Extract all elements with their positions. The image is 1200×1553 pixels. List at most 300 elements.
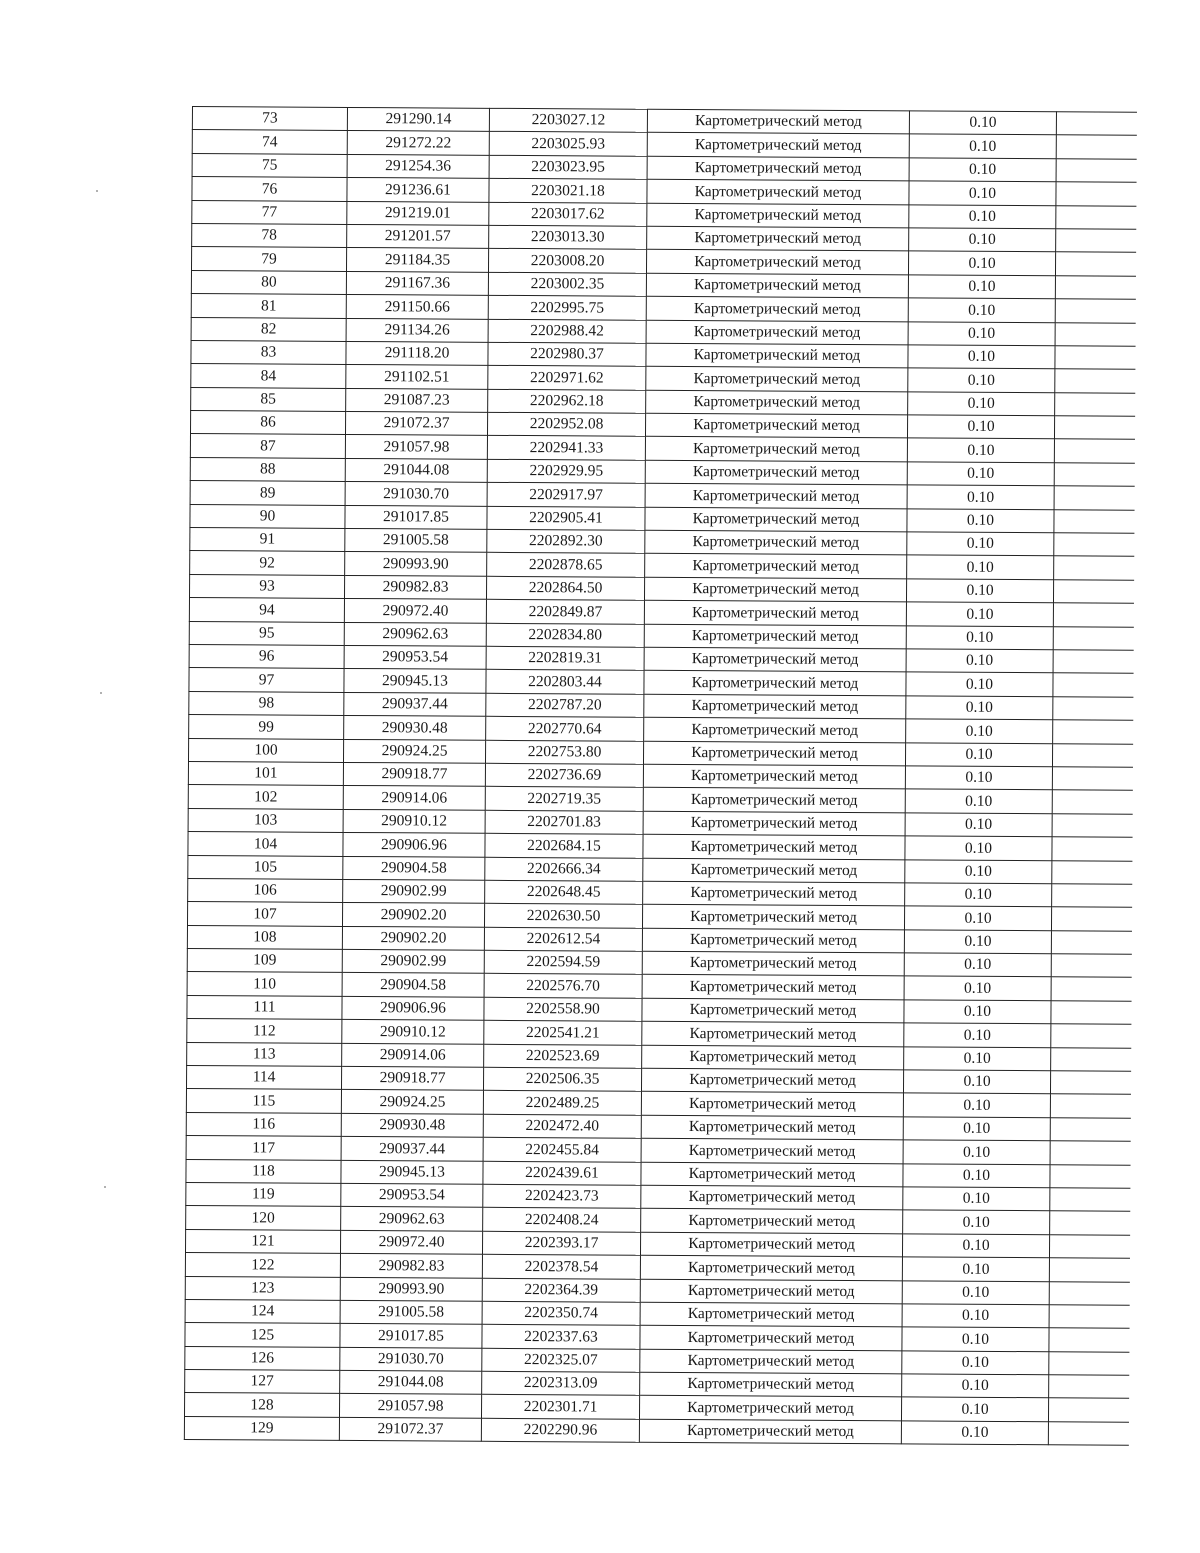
method-cell: Картометрический метод: [645, 437, 907, 462]
empty-cell: [1053, 603, 1133, 627]
y-coordinate-cell: 2202408.24: [483, 1208, 641, 1232]
empty-cell: [1052, 837, 1132, 861]
y-coordinate-cell: 2202337.63: [482, 1325, 640, 1349]
method-cell: Картометрический метод: [644, 694, 906, 719]
x-coordinate-cell: 290953.54: [344, 645, 486, 669]
y-coordinate-cell: 2202666.34: [485, 857, 643, 881]
point-number-cell: 116: [186, 1112, 341, 1136]
point-number-cell: 73: [192, 107, 347, 131]
precision-cell: 0.10: [909, 134, 1056, 158]
x-coordinate-cell: 290982.83: [340, 1254, 482, 1278]
method-cell: Картометрический метод: [640, 1279, 902, 1304]
point-number-cell: 101: [188, 761, 343, 785]
precision-cell: 0.10: [903, 1187, 1050, 1211]
point-number-cell: 76: [192, 177, 347, 201]
empty-cell: [1054, 509, 1134, 533]
empty-cell: [1049, 1258, 1129, 1282]
x-coordinate-cell: 291044.08: [340, 1371, 482, 1395]
scan-speck: [104, 1186, 106, 1188]
point-number-cell: 128: [184, 1393, 339, 1417]
point-number-cell: 119: [186, 1182, 341, 1206]
precision-cell: 0.10: [908, 251, 1055, 275]
method-cell: Картометрический метод: [645, 484, 907, 509]
x-coordinate-cell: 290904.58: [343, 856, 485, 880]
y-coordinate-cell: 2202325.07: [482, 1348, 640, 1372]
empty-cell: [1055, 392, 1135, 416]
empty-cell: [1049, 1305, 1129, 1329]
x-coordinate-cell: 290945.13: [341, 1160, 483, 1184]
y-coordinate-cell: 2202290.96: [481, 1418, 639, 1442]
y-coordinate-cell: 2202506.35: [483, 1067, 641, 1091]
precision-cell: 0.10: [908, 275, 1055, 299]
precision-cell: 0.10: [901, 1421, 1048, 1445]
precision-cell: 0.10: [907, 485, 1054, 509]
x-coordinate-cell: 290962.63: [341, 1207, 483, 1231]
method-cell: Картометрический метод: [643, 741, 905, 766]
x-coordinate-cell: 291167.36: [346, 271, 488, 295]
method-cell: Картометрический метод: [645, 554, 907, 579]
precision-cell: 0.10: [902, 1257, 1049, 1281]
method-cell: Картометрический метод: [644, 647, 906, 672]
precision-cell: 0.10: [902, 1374, 1049, 1398]
method-cell: Картометрический метод: [641, 1115, 903, 1140]
x-coordinate-cell: 291150.66: [346, 295, 488, 319]
precision-cell: 0.10: [901, 1397, 1048, 1421]
precision-cell: 0.10: [903, 1210, 1050, 1234]
precision-cell: 0.10: [906, 625, 1053, 649]
empty-cell: [1052, 813, 1132, 837]
precision-cell: 0.10: [906, 649, 1053, 673]
empty-cell: [1050, 1118, 1130, 1142]
y-coordinate-cell: 2202787.20: [486, 693, 644, 717]
method-cell: Картометрический метод: [641, 1138, 903, 1163]
empty-cell: [1053, 650, 1133, 674]
x-coordinate-cell: 291072.37: [345, 412, 487, 436]
y-coordinate-cell: 2202864.50: [486, 576, 644, 600]
point-number-cell: 103: [188, 808, 343, 832]
empty-cell: [1049, 1351, 1129, 1375]
empty-cell: [1053, 673, 1133, 697]
precision-cell: 0.10: [907, 462, 1054, 486]
x-coordinate-cell: 290910.12: [343, 809, 485, 833]
x-coordinate-cell: 290993.90: [345, 552, 487, 576]
method-cell: Картометрический метод: [643, 881, 905, 906]
empty-cell: [1049, 1375, 1129, 1399]
method-cell: Картометрический метод: [647, 179, 909, 204]
y-coordinate-cell: 2202364.39: [482, 1278, 640, 1302]
empty-cell: [1056, 229, 1136, 253]
y-coordinate-cell: 2202684.15: [485, 833, 643, 857]
point-number-cell: 129: [184, 1416, 339, 1440]
point-number-cell: 122: [185, 1253, 340, 1277]
y-coordinate-cell: 2202301.71: [481, 1395, 639, 1419]
x-coordinate-cell: 291102.51: [346, 365, 488, 389]
precision-cell: 0.10: [905, 766, 1052, 790]
x-coordinate-cell: 291134.26: [346, 318, 488, 342]
x-coordinate-cell: 290902.20: [342, 903, 484, 927]
precision-cell: 0.10: [906, 579, 1053, 603]
method-cell: Картометрический метод: [642, 998, 904, 1023]
point-number-cell: 81: [191, 294, 346, 318]
x-coordinate-cell: 291184.35: [346, 248, 488, 272]
x-coordinate-cell: 291087.23: [346, 388, 488, 412]
method-cell: Картометрический метод: [639, 1419, 901, 1444]
y-coordinate-cell: 2203002.35: [488, 272, 646, 296]
point-number-cell: 98: [189, 691, 344, 715]
empty-cell: [1052, 743, 1132, 767]
y-coordinate-cell: 2202630.50: [484, 904, 642, 928]
point-number-cell: 80: [191, 270, 346, 294]
method-cell: Картометрический метод: [643, 788, 905, 813]
point-number-cell: 106: [188, 878, 343, 902]
method-cell: Картометрический метод: [642, 1021, 904, 1046]
empty-cell: [1055, 252, 1135, 276]
empty-cell: [1048, 1422, 1128, 1446]
empty-cell: [1051, 1024, 1131, 1048]
point-number-cell: 90: [190, 504, 345, 528]
y-coordinate-cell: 2203013.30: [489, 225, 647, 249]
x-coordinate-cell: 291254.36: [347, 154, 489, 178]
y-coordinate-cell: 2202753.80: [485, 740, 643, 764]
empty-cell: [1054, 533, 1134, 557]
x-coordinate-cell: 290906.96: [343, 833, 485, 857]
point-number-cell: 102: [188, 785, 343, 809]
precision-cell: 0.10: [907, 509, 1054, 533]
empty-cell: [1054, 416, 1134, 440]
empty-cell: [1053, 580, 1133, 604]
method-cell: Картометрический метод: [642, 951, 904, 976]
point-number-cell: 79: [191, 247, 346, 271]
method-cell: Картометрический метод: [643, 834, 905, 859]
method-cell: Картометрический метод: [646, 367, 908, 392]
empty-cell: [1053, 720, 1133, 744]
empty-cell: [1051, 1047, 1131, 1071]
empty-cell: [1055, 299, 1135, 323]
x-coordinate-cell: 290902.99: [342, 949, 484, 973]
y-coordinate-cell: 2202648.45: [485, 880, 643, 904]
precision-cell: 0.10: [905, 742, 1052, 766]
x-coordinate-cell: 290902.99: [343, 879, 485, 903]
empty-cell: [1048, 1398, 1128, 1422]
method-cell: Картометрический метод: [645, 413, 907, 438]
precision-cell: 0.10: [906, 602, 1053, 626]
precision-cell: 0.10: [909, 181, 1056, 205]
precision-cell: 0.10: [904, 930, 1051, 954]
method-cell: Картометрический метод: [644, 600, 906, 625]
empty-cell: [1054, 463, 1134, 487]
method-cell: Картометрический метод: [642, 1045, 904, 1070]
precision-cell: 0.10: [906, 696, 1053, 720]
method-cell: Картометрический метод: [646, 296, 908, 321]
point-number-cell: 109: [187, 949, 342, 973]
precision-cell: 0.10: [908, 392, 1055, 416]
empty-cell: [1050, 1071, 1130, 1095]
empty-cell: [1052, 884, 1132, 908]
point-number-cell: 108: [187, 925, 342, 949]
x-coordinate-cell: 291072.37: [339, 1417, 481, 1441]
method-cell: Картометрический метод: [641, 1068, 903, 1093]
x-coordinate-cell: 290924.25: [341, 1090, 483, 1114]
point-number-cell: 74: [192, 130, 347, 154]
x-coordinate-cell: 291030.70: [340, 1347, 482, 1371]
point-number-cell: 95: [189, 621, 344, 645]
x-coordinate-cell: 290924.25: [343, 739, 485, 763]
empty-cell: [1053, 626, 1133, 650]
precision-cell: 0.10: [903, 1140, 1050, 1164]
method-cell: Картометрический метод: [647, 226, 909, 251]
x-coordinate-cell: 291044.08: [345, 458, 487, 482]
precision-cell: 0.10: [905, 883, 1052, 907]
precision-cell: 0.10: [903, 1070, 1050, 1094]
precision-cell: 0.10: [905, 789, 1052, 813]
y-coordinate-cell: 2202719.35: [485, 787, 643, 811]
x-coordinate-cell: 290904.58: [342, 973, 484, 997]
y-coordinate-cell: 2202878.65: [487, 553, 645, 577]
point-number-cell: 126: [185, 1346, 340, 1370]
x-coordinate-cell: 290918.77: [343, 762, 485, 786]
method-cell: Картометрический метод: [647, 203, 909, 228]
point-number-cell: 105: [188, 855, 343, 879]
method-cell: Картометрический метод: [639, 1396, 901, 1421]
point-number-cell: 111: [187, 995, 342, 1019]
point-number-cell: 120: [186, 1206, 341, 1230]
point-number-cell: 86: [190, 411, 345, 435]
method-cell: Картометрический метод: [640, 1302, 902, 1327]
point-number-cell: 97: [189, 668, 344, 692]
x-coordinate-cell: 290953.54: [341, 1183, 483, 1207]
point-number-cell: 104: [188, 832, 343, 856]
precision-cell: 0.10: [904, 976, 1051, 1000]
empty-cell: [1054, 556, 1134, 580]
y-coordinate-cell: 2202905.41: [487, 506, 645, 530]
method-cell: Картометрический метод: [641, 1185, 903, 1210]
precision-cell: 0.10: [907, 438, 1054, 462]
y-coordinate-cell: 2202834.80: [486, 623, 644, 647]
empty-cell: [1050, 1094, 1130, 1118]
x-coordinate-cell: 291272.22: [347, 131, 489, 155]
x-coordinate-cell: 290930.48: [341, 1113, 483, 1137]
method-cell: Картометрический метод: [640, 1326, 902, 1351]
empty-cell: [1051, 954, 1131, 978]
y-coordinate-cell: 2203023.95: [489, 155, 647, 179]
precision-cell: 0.10: [905, 813, 1052, 837]
method-cell: Картометрический метод: [641, 1092, 903, 1117]
point-number-cell: 99: [189, 715, 344, 739]
method-cell: Картометрический метод: [641, 1209, 903, 1234]
precision-cell: 0.10: [902, 1304, 1049, 1328]
x-coordinate-cell: 291118.20: [346, 341, 488, 365]
precision-cell: 0.10: [907, 415, 1054, 439]
precision-cell: 0.10: [906, 672, 1053, 696]
method-cell: Картометрический метод: [646, 250, 908, 275]
precision-cell: 0.10: [907, 555, 1054, 579]
point-number-cell: 96: [189, 644, 344, 668]
y-coordinate-cell: 2202439.61: [483, 1161, 641, 1185]
scan-speck: [100, 692, 102, 694]
method-cell: Картометрический метод: [643, 764, 905, 789]
empty-cell: [1054, 486, 1134, 510]
x-coordinate-cell: 290918.77: [341, 1066, 483, 1090]
point-number-cell: 88: [190, 457, 345, 481]
point-number-cell: 117: [186, 1136, 341, 1160]
precision-cell: 0.10: [902, 1327, 1049, 1351]
x-coordinate-cell: 290937.44: [344, 692, 486, 716]
x-coordinate-cell: 291057.98: [339, 1394, 481, 1418]
y-coordinate-cell: 2202849.87: [486, 600, 644, 624]
method-cell: Картометрический метод: [644, 624, 906, 649]
empty-cell: [1052, 767, 1132, 791]
method-cell: Картометрический метод: [642, 928, 904, 953]
x-coordinate-cell: 291236.61: [347, 178, 489, 202]
x-coordinate-cell: 290914.06: [342, 1043, 484, 1067]
y-coordinate-cell: 2202736.69: [485, 763, 643, 787]
y-coordinate-cell: 2202962.18: [488, 389, 646, 413]
precision-cell: 0.10: [907, 532, 1054, 556]
point-number-cell: 82: [191, 317, 346, 341]
point-number-cell: 107: [187, 902, 342, 926]
x-coordinate-cell: 291219.01: [347, 201, 489, 225]
empty-cell: [1055, 346, 1135, 370]
x-coordinate-cell: 290910.12: [342, 1020, 484, 1044]
y-coordinate-cell: 2202971.62: [488, 366, 646, 390]
precision-cell: 0.10: [904, 1046, 1051, 1070]
precision-cell: 0.10: [904, 1023, 1051, 1047]
empty-cell: [1052, 790, 1132, 814]
y-coordinate-cell: 2202819.31: [486, 646, 644, 670]
precision-cell: 0.10: [909, 111, 1056, 135]
method-cell: Картометрический метод: [647, 109, 909, 134]
point-number-cell: 78: [192, 223, 347, 247]
x-coordinate-cell: 291030.70: [345, 482, 487, 506]
precision-cell: 0.10: [905, 859, 1052, 883]
point-number-cell: 123: [185, 1276, 340, 1300]
method-cell: Картометрический метод: [640, 1349, 902, 1374]
method-cell: Картометрический метод: [640, 1372, 902, 1397]
method-cell: Картометрический метод: [641, 1162, 903, 1187]
y-coordinate-cell: 2202770.64: [486, 716, 644, 740]
precision-cell: 0.10: [904, 953, 1051, 977]
y-coordinate-cell: 2202980.37: [488, 342, 646, 366]
method-cell: Картометрический метод: [644, 671, 906, 696]
point-number-cell: 114: [186, 1066, 341, 1090]
precision-cell: 0.10: [902, 1280, 1049, 1304]
x-coordinate-cell: 290930.48: [344, 716, 486, 740]
y-coordinate-cell: 2202472.40: [483, 1114, 641, 1138]
empty-cell: [1056, 182, 1136, 206]
x-coordinate-cell: 290982.83: [344, 575, 486, 599]
point-number-cell: 118: [186, 1159, 341, 1183]
empty-cell: [1051, 930, 1131, 954]
empty-cell: [1051, 977, 1131, 1001]
y-coordinate-cell: 2202612.54: [484, 927, 642, 951]
point-number-cell: 92: [190, 551, 345, 575]
empty-cell: [1055, 369, 1135, 393]
precision-cell: 0.10: [903, 1093, 1050, 1117]
y-coordinate-cell: 2203017.62: [489, 202, 647, 226]
empty-cell: [1051, 907, 1131, 931]
method-cell: Картометрический метод: [646, 273, 908, 298]
x-coordinate-cell: 291005.58: [345, 528, 487, 552]
x-coordinate-cell: 291017.85: [345, 505, 487, 529]
precision-cell: 0.10: [903, 1163, 1050, 1187]
y-coordinate-cell: 2202455.84: [483, 1137, 641, 1161]
method-cell: Картометрический метод: [640, 1255, 902, 1280]
point-number-cell: 125: [185, 1323, 340, 1347]
empty-cell: [1049, 1281, 1129, 1305]
method-cell: Картометрический метод: [644, 577, 906, 602]
empty-cell: [1054, 439, 1134, 463]
point-number-cell: 124: [185, 1299, 340, 1323]
x-coordinate-cell: 291017.85: [340, 1324, 482, 1348]
precision-cell: 0.10: [908, 298, 1055, 322]
y-coordinate-cell: 2202701.83: [485, 810, 643, 834]
x-coordinate-cell: 290902.20: [342, 926, 484, 950]
scan-speck: [96, 190, 98, 192]
y-coordinate-cell: 2202523.69: [484, 1044, 642, 1068]
empty-cell: [1050, 1211, 1130, 1235]
method-cell: Картометрический метод: [646, 343, 908, 368]
empty-cell: [1056, 112, 1136, 136]
precision-cell: 0.10: [905, 836, 1052, 860]
y-coordinate-cell: 2202393.17: [482, 1231, 640, 1255]
empty-cell: [1050, 1141, 1130, 1165]
point-number-cell: 91: [190, 528, 345, 552]
method-cell: Картометрический метод: [645, 530, 907, 555]
precision-cell: 0.10: [906, 719, 1053, 743]
x-coordinate-cell: 291290.14: [347, 107, 489, 131]
x-coordinate-cell: 290962.63: [344, 622, 486, 646]
empty-cell: [1055, 276, 1135, 300]
x-coordinate-cell: 291201.57: [347, 224, 489, 248]
y-coordinate-cell: 2203025.93: [489, 132, 647, 156]
empty-cell: [1052, 860, 1132, 884]
method-cell: Картометрический метод: [642, 905, 904, 930]
x-coordinate-cell: 291005.58: [340, 1300, 482, 1324]
point-number-cell: 113: [187, 1042, 342, 1066]
point-number-cell: 112: [187, 1019, 342, 1043]
x-coordinate-cell: 290945.13: [344, 669, 486, 693]
precision-cell: 0.10: [909, 204, 1056, 228]
point-number-cell: 127: [185, 1370, 340, 1394]
empty-cell: [1056, 159, 1136, 183]
y-coordinate-cell: 2202929.95: [487, 459, 645, 483]
precision-cell: 0.10: [909, 228, 1056, 252]
y-coordinate-cell: 2202378.54: [482, 1254, 640, 1278]
point-number-cell: 75: [192, 153, 347, 177]
table-body: [184, 107, 1136, 1446]
precision-cell: 0.10: [903, 1117, 1050, 1141]
method-cell: Картометрический метод: [645, 507, 907, 532]
y-coordinate-cell: 2202558.90: [484, 997, 642, 1021]
y-coordinate-cell: 2203008.20: [488, 249, 646, 273]
y-coordinate-cell: 2202803.44: [486, 670, 644, 694]
point-number-cell: 83: [191, 340, 346, 364]
y-coordinate-cell: 2202892.30: [487, 529, 645, 553]
x-coordinate-cell: 291057.98: [345, 435, 487, 459]
y-coordinate-cell: 2202988.42: [488, 319, 646, 343]
precision-cell: 0.10: [902, 1351, 1049, 1375]
point-number-cell: 85: [191, 387, 346, 411]
y-coordinate-cell: 2202313.09: [482, 1371, 640, 1395]
method-cell: Картометрический метод: [646, 320, 908, 345]
precision-cell: 0.10: [904, 1000, 1051, 1024]
x-coordinate-cell: 290906.96: [342, 996, 484, 1020]
empty-cell: [1056, 205, 1136, 229]
y-coordinate-cell: 2202917.97: [487, 483, 645, 507]
y-coordinate-cell: 2202941.33: [487, 436, 645, 460]
method-cell: Картометрический метод: [647, 156, 909, 181]
precision-cell: 0.10: [904, 906, 1051, 930]
